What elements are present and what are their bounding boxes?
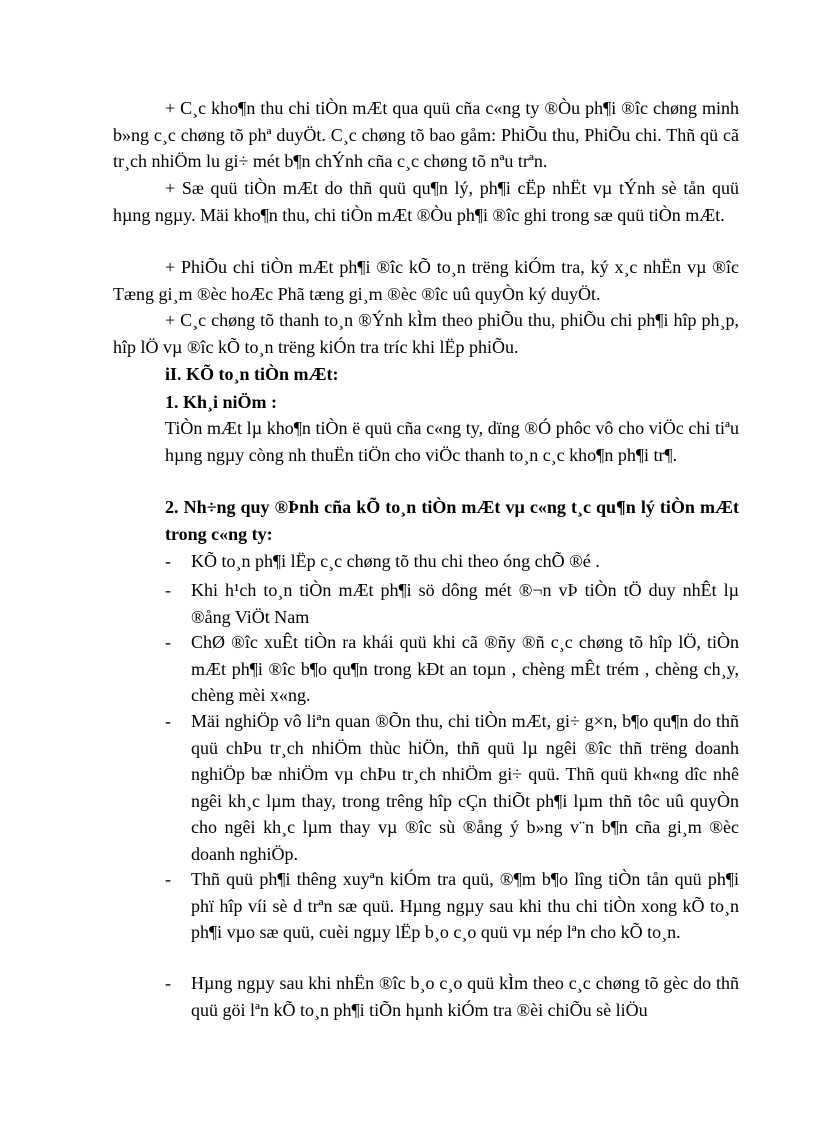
list-item-text: Mäi nghiÖp vô liªn quan ®Õn thu, chi tiÒn mÆt, gi÷ g×n, b¶o qu¶n do thñ quü chÞu tr¸ch nhiÖm thùc hiÖn, thñ quü lµ ngêi ®îc thñ trëng doanh nghiÖp bæ nhiÖm vµ chÞu tr¸ch nhiÖm gi÷ quü. Thñ quü kh«ng dîc nhê ngêi kh¸c lµm thay, trong trêng hîp cÇn thiÕt ph¶i lµm thñ tôc uû quyÒn cho ngêi kh¸c lµm thay vµ ®îc sù ®ång ý b»ng v¨n b¶n cña gi¸m ®èc doanh nghiÖp. [191, 711, 739, 864]
section-heading: iI. KÕ to¸n tiÒn mÆt: [165, 364, 339, 384]
list-item [165, 708, 739, 867]
list-item [165, 970, 739, 1023]
paragraph-vouchers: + C¸c kho¶n thu chi tiÒn mÆt qua quü cña c«ng ty ®Òu ph¶i ®îc chøng minh b»ng c¸c chøng tõ phª duyÖt. C¸c chøng tõ bao gåm: PhiÕu thu, PhiÕu chi. Thñ qü cã tr¸ch nhiÖm lu gi÷ mét b¶n chÝnh cña c¸c chøng tõ nªu trªn. [113, 98, 739, 171]
bullet-dash: - [165, 551, 171, 571]
list-item-text: Khi h¹ch to¸n tiÒn mÆt ph¶i sö dông mét ®¬n vÞ tiÒn tÖ duy nhÊt lµ ®ång ViÖt Nam [191, 580, 739, 627]
bullet-dash: - [165, 580, 171, 600]
paragraph-payment-documents: + C¸c chøng tõ thanh to¸n ®Ýnh kÌm theo phiÕu thu, phiÕu chi ph¶i hîp ph¸p, hîp lÖ vµ ®îc kÕ to¸n trëng kiÓn tra tríc khi lËp phiÕu. [113, 310, 739, 357]
list-item [165, 577, 739, 630]
bullet-dash: - [165, 869, 171, 889]
list-item-text: Hµng ngµy sau khi nhËn ®îc b¸o c¸o quü kÌm theo c¸c chøng tõ gèc do thñ quü göi lªn kÕ to¸n ph¶i tiÕn hµnh kiÓm tra ®èi chiÕu sè liÖu [191, 973, 739, 1020]
list-item-text: Thñ quü ph¶i thêng xuyªn kiÓm tra quü, ®¶m b¶o lîng tiÒn tån quü ph¶i phï hîp víi sè d trªn sæ quü. Hµng ngµy sau khi thu chi tiÒn xong kÕ to¸n ph¶i vµo sæ quü, cuèi ngµy lËp b¸o c¸o quü vµ nép lªn cho kÕ to¸n. [191, 869, 739, 942]
list-item-text: KÕ to¸n ph¶i lËp c¸c chøng tõ thu chi theo óng chÕ ®é . [191, 551, 600, 571]
bullet-dash: - [165, 711, 171, 731]
bullet-dash: - [165, 973, 171, 993]
subheading-regulations: 2. Nh÷ng quy ®Þnh cña kÕ to¸n tiÒn mÆt vµ c«ng t¸c qu¶n lý tiÒn mÆt trong c«ng ty: [165, 497, 739, 544]
bullet-dash: - [165, 632, 171, 652]
subheading-concept: 1. Kh¸i niÖm : [165, 392, 278, 412]
list-item [165, 866, 739, 946]
list-item-text: ChØ ®îc xuÊt tiÒn ra khái quü khi cã ®ñy ®ñ c¸c chøng tõ hîp lÖ, tiÒn mÆt ph¶i ®îc b¶o qu¶n trong kÐt an toµn , chèng mÊt trém , chèng ch¸y, chèng mèi x«ng. [191, 632, 739, 705]
paragraph-cash-book: + Sæ quü tiÒn mÆt do thñ quü qu¶n lý, ph¶i cËp nhËt vµ tÝnh sè tån quü hµng ngµy. Mäi kho¶n thu, chi tiÒn mÆt ®Òu ph¶i ®îc ghi trong sæ quü tiÒn mÆt. [113, 178, 739, 225]
concept-paragraph: TiÒn mÆt lµ kho¶n tiÒn ë quü cña c«ng ty, dïng ®Ó phôc vô cho viÖc chi tiªu hµng ngµy còng nh thuËn tiÖn cho viÖc thanh to¸n c¸c kho¶n ph¶i tr¶. [165, 418, 739, 465]
list-item [165, 629, 739, 709]
paragraph-payment-slip: + PhiÕu chi tiÒn mÆt ph¶i ®îc kÕ to¸n trëng kiÓm tra, ký x¸c nhËn vµ ®îc Tæng gi¸m ®èc hoÆc Phã tæng gi¸m ®èc ®îc uû quyÒn ký duyÖt. [113, 257, 739, 304]
list-item [165, 548, 739, 575]
